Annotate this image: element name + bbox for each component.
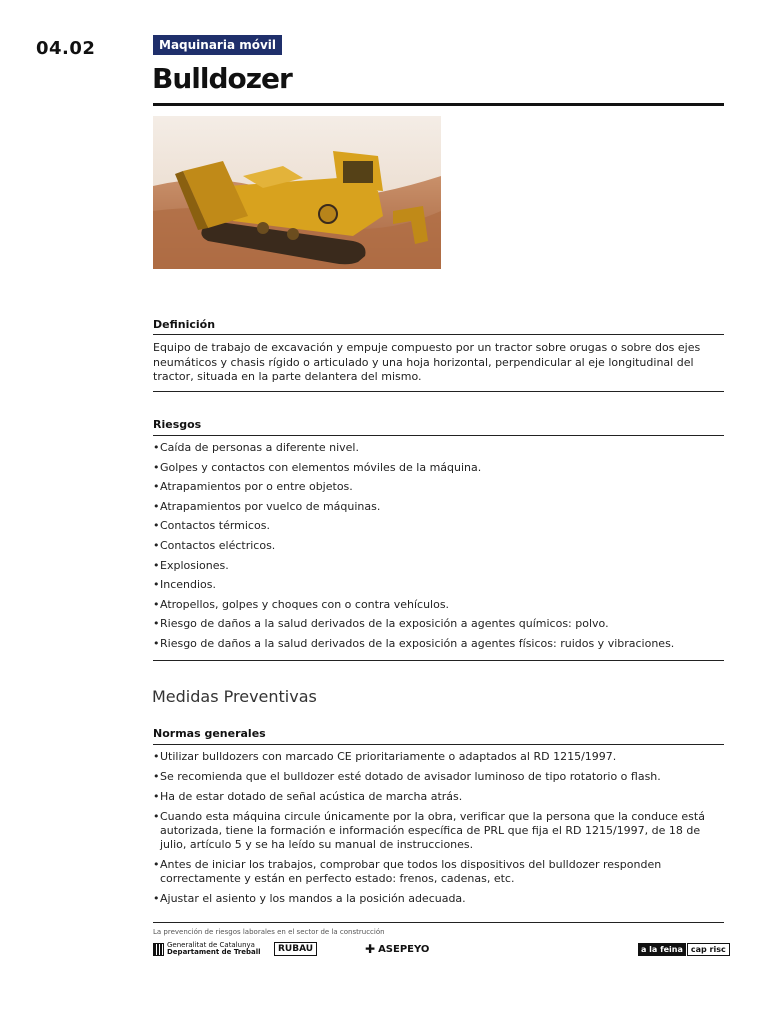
asepeyo-logo bbox=[365, 942, 429, 956]
list-item: • Atropellos, golpes y choques con o contra vehículos. bbox=[153, 598, 724, 618]
list-item: • Contactos eléctricos. bbox=[153, 539, 724, 559]
preventive-measures-heading: Medidas Preventivas bbox=[152, 687, 317, 706]
cross-icon: ✚ bbox=[365, 942, 376, 956]
asepeyo-logo-text: ASEPEYO bbox=[378, 943, 430, 955]
risks-bottom-divider bbox=[153, 660, 724, 661]
risks-heading: Riesgos bbox=[153, 418, 202, 431]
list-item: • Atrapamientos por vuelco de máquinas. bbox=[153, 500, 724, 520]
list-item: • Incendios. bbox=[153, 578, 724, 598]
definition-divider bbox=[153, 334, 724, 335]
list-item: • Riesgo de daños a la salud derivados de la exposición a agentes físicos: ruidos y vibraciones. bbox=[153, 637, 724, 657]
general-rules-divider bbox=[153, 744, 724, 745]
list-item: • Se recomienda que el bulldozer esté dotado de avisador luminoso de tipo rotatorio o flash. bbox=[153, 770, 724, 784]
list-item: • Explosiones. bbox=[153, 559, 724, 579]
footer-divider bbox=[153, 922, 724, 923]
title-divider bbox=[153, 103, 724, 106]
footer-text: La prevención de riesgos laborales en el sector de la construcción bbox=[153, 928, 385, 936]
list-item: • Golpes y contactos con elementos móviles de la máquina. bbox=[153, 461, 724, 481]
bulldozer-photo bbox=[153, 116, 441, 269]
generalitat-line1: Generalitat de Catalunya bbox=[167, 941, 255, 949]
generalitat-line2: Departament de Treball bbox=[167, 948, 261, 956]
generalitat-logo-text bbox=[167, 942, 261, 956]
generalitat-logo bbox=[153, 942, 261, 956]
general-rules-list bbox=[153, 750, 724, 912]
list-item: • Ajustar el asiento y los mandos a la posición adecuada. bbox=[153, 892, 724, 906]
cap-risc-logo bbox=[638, 943, 730, 956]
generalitat-icon bbox=[153, 943, 164, 956]
rubau-logo-text: RUBAU bbox=[278, 944, 314, 954]
risks-divider bbox=[153, 435, 724, 436]
cap-risc-logo-part-a: a la feina bbox=[638, 943, 686, 956]
list-item: • Caída de personas a diferente nivel. bbox=[153, 441, 724, 461]
general-rules-heading: Normas generales bbox=[153, 727, 266, 740]
definition-heading: Definición bbox=[153, 318, 216, 331]
list-item: • Atrapamientos por o entre objetos. bbox=[153, 480, 724, 500]
list-item: • Riesgo de daños a la salud derivados de la exposición a agentes químicos: polvo. bbox=[153, 617, 724, 637]
definition-text: Equipo de trabajo de excavación y empuje compuesto por un tractor sobre orugas o sobre dos ejes neumáticos y chasis rígido o articulado y una hoja horizontal, perpendicular al eje longitudinal del tractor, situada en la parte delantera del mismo. bbox=[153, 341, 701, 383]
list-item: • Utilizar bulldozers con marcado CE prioritariamente o adaptados al RD 1215/1997. bbox=[153, 750, 724, 764]
risks-list bbox=[153, 441, 724, 657]
definition-bottom-divider bbox=[153, 391, 724, 392]
list-item: • Contactos térmicos. bbox=[153, 519, 724, 539]
rubau-logo bbox=[274, 942, 317, 956]
page-title: Bulldozer bbox=[152, 62, 292, 95]
document-code: 04.02 bbox=[36, 38, 96, 59]
list-item: • Antes de iniciar los trabajos, comprobar que todos los dispositivos del bulldozer responden correctamente y están en perfecto estado: frenos, cadenas, etc. bbox=[153, 858, 724, 886]
cap-risc-logo-part-b: cap risc bbox=[687, 943, 730, 956]
list-item: • Cuando esta máquina circule únicamente por la obra, verificar que la persona que la conduce está autorizada, tiene la formación e información específica de PRL que fija el RD 1215/1997, de 18 de julio, artículo 5 y se ha leído su manual de instrucciones. bbox=[153, 810, 724, 852]
category-badge: Maquinaria móvil bbox=[153, 35, 282, 55]
list-item: • Ha de estar dotado de señal acústica de marcha atrás. bbox=[153, 790, 724, 804]
